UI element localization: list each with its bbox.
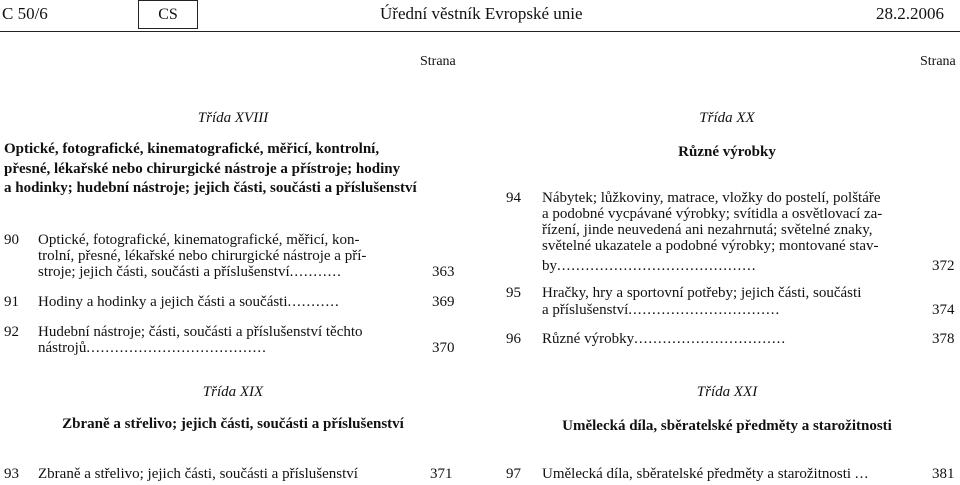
entry-94-line-3: řízení, jinde neuvedená ani nezahrnutá; světelné znaky, xyxy=(542,222,873,238)
entry-94-line-2: a podobné vycpávané výrobky; svítidla a osvětlovací za- xyxy=(542,206,883,222)
entry-94-number: 94 xyxy=(506,190,521,206)
class-20-heading: Různé výrobky xyxy=(678,144,776,160)
entry-92-page: 370 xyxy=(432,340,455,356)
class-18-heading-line-3: a hodinky; hudební nástroje; jejich části, součásti a příslušenství xyxy=(4,180,417,196)
entry-97-text: Umělecká díla, sběratelské předměty a starožitnosti ... xyxy=(542,466,870,482)
entry-96-leader: ................................ xyxy=(634,331,787,347)
entry-96-page: 378 xyxy=(932,331,955,347)
class-19-heading: Zbraně a střelivo; jejich části, součásti a příslušenství xyxy=(62,416,404,432)
entry-97-number: 97 xyxy=(506,466,521,482)
entry-93-number: 93 xyxy=(4,466,19,482)
page-column-label-left: Strana xyxy=(420,54,456,69)
entry-94-line-5: by.......................................... xyxy=(542,258,757,274)
class-18-heading-line-1: Optické, fotografické, kinematografické, měřicí, kontrolní, xyxy=(4,141,380,157)
entry-94-line-1: Nábytek; lůžkoviny, matrace, vložky do postelí, polštáře xyxy=(542,190,881,206)
entry-95-line-1: Hračky, hry a sportovní potřeby; jejich části, součásti xyxy=(542,285,862,301)
class-19-title: Třída XIX xyxy=(202,384,264,400)
entry-95-number: 95 xyxy=(506,285,521,301)
entry-94-page: 372 xyxy=(932,258,955,274)
entry-90-leader: ........... xyxy=(289,264,342,280)
entry-97-page: 381 xyxy=(932,466,955,482)
entry-92-leader: ...................................... xyxy=(86,340,267,356)
entry-95-line-2: a příslušenství................................ xyxy=(542,302,781,318)
entry-93-text: Zbraně a střelivo; jejich části, součásti a příslušenství xyxy=(38,466,358,482)
entry-90-line-3: stroje; jejich části, součásti a příslušenství........... xyxy=(38,264,342,280)
entry-92-number: 92 xyxy=(4,324,19,340)
entry-91-page: 369 xyxy=(432,294,455,310)
entry-95-leader: ................................ xyxy=(628,302,781,318)
journal-title: Úřední věstník Evropské unie xyxy=(380,4,583,23)
class-20-title: Třída XX xyxy=(699,110,755,126)
entry-92-line-1: Hudební nástroje; části, součásti a příslušenství těchto xyxy=(38,324,363,340)
entry-92-line-2: nástrojů...................................... xyxy=(38,340,267,356)
class-18-heading-line-2: přesné, lékařské nebo chirurgické nástroje a přístroje; hodiny xyxy=(4,161,401,177)
entry-90-page: 363 xyxy=(432,264,455,280)
entry-90-line-2: trolní, přesné, lékařské nebo chirurgické nástroje a pří- xyxy=(38,248,367,264)
entry-90-line-1: Optické, fotografické, kinematografické, měřicí, kon- xyxy=(38,232,360,248)
entry-91-line-1: Hodiny a hodinky a jejich části a součásti........... xyxy=(38,294,340,310)
entry-96-number: 96 xyxy=(506,331,521,347)
entry-96-line-1: Různé výrobky................................ xyxy=(542,331,787,347)
class-21-heading: Umělecká díla, sběratelské předměty a starožitnosti xyxy=(562,418,892,434)
entry-91-leader: ........... xyxy=(287,294,340,310)
page-column-label-right: Strana xyxy=(920,54,956,69)
header-rule xyxy=(0,31,960,32)
class-21-title: Třída XXI xyxy=(696,384,758,400)
entry-95-page: 374 xyxy=(932,302,955,318)
entry-93-page: 371 xyxy=(430,466,453,482)
entry-94-leader: .......................................... xyxy=(557,258,757,274)
entry-91-number: 91 xyxy=(4,294,19,310)
publication-date: 28.2.2006 xyxy=(876,4,944,23)
entry-94-line-4: světelné ukazatele a podobné výrobky; montované stav- xyxy=(542,238,879,254)
journal-reference: C 50/6 xyxy=(2,4,48,23)
entry-90-number: 90 xyxy=(4,232,19,248)
class-18-title: Třída XVIII xyxy=(197,110,269,126)
language-code-box: CS xyxy=(138,0,198,29)
entry-97-leader: ... xyxy=(854,466,870,482)
